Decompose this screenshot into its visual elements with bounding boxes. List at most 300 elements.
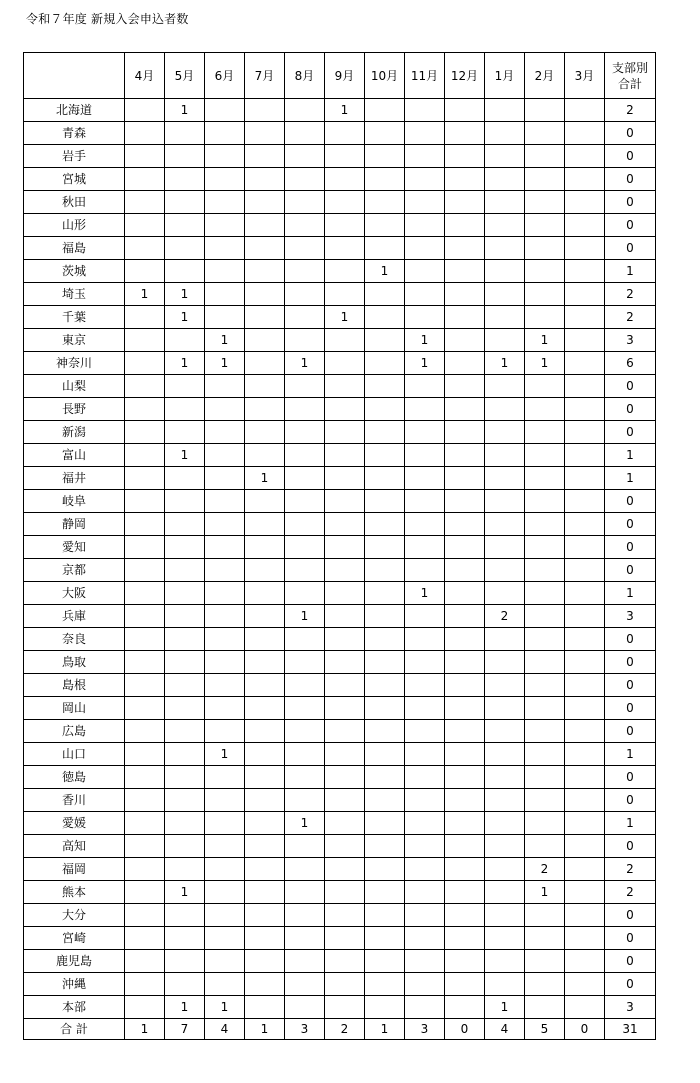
month-count: [405, 651, 445, 674]
month-count: [245, 306, 285, 329]
grand-total-label: 合 計: [24, 1019, 125, 1040]
month-count: [565, 973, 605, 996]
month-count: [525, 306, 565, 329]
month-count: [565, 168, 605, 191]
month-count: [285, 513, 325, 536]
month-count: 1: [285, 352, 325, 375]
month-count: [205, 191, 245, 214]
grand-total-row: [24, 1019, 656, 1040]
month-count: [165, 375, 205, 398]
month-count: [525, 191, 565, 214]
month-count: [405, 812, 445, 835]
month-count: [325, 720, 365, 743]
month-count: [165, 191, 205, 214]
month-count: [565, 996, 605, 1019]
month-count: [405, 421, 445, 444]
month-count: [245, 628, 285, 651]
month-count: [405, 467, 445, 490]
month-count: [165, 605, 205, 628]
table-row: [24, 306, 656, 329]
month-count: [325, 283, 365, 306]
branch-name: 埼玉: [24, 283, 125, 306]
branch-name: 宮城: [24, 168, 125, 191]
month-count: [325, 835, 365, 858]
month-count: 1: [125, 283, 165, 306]
month-count: [405, 191, 445, 214]
month-count: [445, 283, 485, 306]
branch-total: 0: [605, 835, 656, 858]
month-total: 0: [445, 1019, 485, 1040]
month-count: [245, 789, 285, 812]
branch-total: 2: [605, 881, 656, 904]
month-count: [325, 237, 365, 260]
month-count: [365, 99, 405, 122]
month-count: 1: [325, 306, 365, 329]
month-count: [245, 559, 285, 582]
month-count: [245, 421, 285, 444]
month-count: [445, 122, 485, 145]
month-count: [445, 145, 485, 168]
month-count: [205, 628, 245, 651]
month-count: [245, 260, 285, 283]
month-count: [445, 444, 485, 467]
branch-name: 福岡: [24, 858, 125, 881]
month-count: [485, 720, 525, 743]
month-count: [525, 904, 565, 927]
month-count: [125, 904, 165, 927]
month-count: [365, 513, 405, 536]
header-month: 5月: [165, 53, 205, 99]
month-count: [405, 697, 445, 720]
month-count: [565, 812, 605, 835]
month-count: [245, 283, 285, 306]
month-count: [245, 973, 285, 996]
month-count: [565, 513, 605, 536]
branch-total: 3: [605, 329, 656, 352]
month-count: [125, 168, 165, 191]
month-count: [445, 398, 485, 421]
table-row: [24, 329, 656, 352]
branch-name: 福井: [24, 467, 125, 490]
month-count: [525, 237, 565, 260]
branch-name: 福島: [24, 237, 125, 260]
month-count: [485, 536, 525, 559]
month-count: [325, 697, 365, 720]
month-count: [365, 283, 405, 306]
month-count: [285, 950, 325, 973]
branch-name: 大分: [24, 904, 125, 927]
month-count: [125, 651, 165, 674]
branch-name: 熊本: [24, 881, 125, 904]
month-count: [405, 858, 445, 881]
month-count: [445, 490, 485, 513]
month-count: [125, 628, 165, 651]
month-total: 4: [485, 1019, 525, 1040]
month-count: 2: [485, 605, 525, 628]
month-count: [125, 881, 165, 904]
month-count: [445, 329, 485, 352]
branch-total: 0: [605, 513, 656, 536]
month-count: [445, 996, 485, 1019]
month-count: [125, 467, 165, 490]
month-count: [245, 674, 285, 697]
month-count: [325, 973, 365, 996]
month-count: [245, 191, 285, 214]
month-count: [365, 973, 405, 996]
branch-total: 1: [605, 260, 656, 283]
month-count: [165, 467, 205, 490]
month-count: [245, 582, 285, 605]
month-count: [485, 306, 525, 329]
month-count: [245, 996, 285, 1019]
month-count: [125, 306, 165, 329]
month-count: [165, 398, 205, 421]
branch-total: 2: [605, 306, 656, 329]
month-count: [125, 513, 165, 536]
month-count: [445, 720, 485, 743]
month-count: [405, 375, 445, 398]
branch-name: 山形: [24, 214, 125, 237]
header-month: 3月: [565, 53, 605, 99]
month-count: [165, 697, 205, 720]
month-count: [245, 766, 285, 789]
month-count: [325, 858, 365, 881]
month-count: [525, 467, 565, 490]
month-count: [365, 904, 405, 927]
month-count: [205, 559, 245, 582]
month-count: [205, 145, 245, 168]
month-count: [565, 743, 605, 766]
header-row: [24, 53, 656, 99]
month-count: [405, 674, 445, 697]
header-month: 8月: [285, 53, 325, 99]
month-count: [365, 651, 405, 674]
branch-name: 新潟: [24, 421, 125, 444]
table-row: [24, 789, 656, 812]
month-count: [285, 697, 325, 720]
branch-name: 奈良: [24, 628, 125, 651]
month-count: [405, 260, 445, 283]
month-count: [205, 835, 245, 858]
branch-name: 岐阜: [24, 490, 125, 513]
month-count: [165, 145, 205, 168]
month-count: [285, 743, 325, 766]
month-count: [485, 237, 525, 260]
month-count: [245, 927, 285, 950]
month-count: [325, 536, 365, 559]
month-count: [125, 260, 165, 283]
month-count: [325, 881, 365, 904]
month-count: [445, 904, 485, 927]
month-count: [365, 582, 405, 605]
month-count: [525, 812, 565, 835]
month-count: [485, 467, 525, 490]
month-count: [565, 559, 605, 582]
branch-total: 2: [605, 99, 656, 122]
month-count: [445, 513, 485, 536]
table-row: [24, 605, 656, 628]
month-count: [405, 122, 445, 145]
month-count: [405, 398, 445, 421]
table-row: [24, 490, 656, 513]
month-count: [485, 743, 525, 766]
month-count: 1: [165, 352, 205, 375]
month-count: [365, 835, 405, 858]
branch-total: 0: [605, 628, 656, 651]
branch-name: 静岡: [24, 513, 125, 536]
month-count: [285, 168, 325, 191]
month-count: [485, 789, 525, 812]
month-count: [365, 628, 405, 651]
table-row: [24, 260, 656, 283]
month-count: [525, 950, 565, 973]
branch-name: 宮崎: [24, 927, 125, 950]
month-count: [125, 444, 165, 467]
month-count: [205, 789, 245, 812]
month-count: [445, 789, 485, 812]
month-count: [245, 352, 285, 375]
month-count: [565, 697, 605, 720]
month-count: [285, 237, 325, 260]
month-count: [325, 168, 365, 191]
table-row: [24, 973, 656, 996]
month-count: [405, 444, 445, 467]
month-count: [125, 766, 165, 789]
month-count: [525, 766, 565, 789]
month-count: [285, 904, 325, 927]
month-count: [365, 375, 405, 398]
month-count: [125, 812, 165, 835]
month-count: [205, 720, 245, 743]
month-total: 3: [405, 1019, 445, 1040]
month-count: [365, 398, 405, 421]
month-count: [245, 375, 285, 398]
branch-total: 0: [605, 214, 656, 237]
table-row: [24, 168, 656, 191]
month-count: [245, 398, 285, 421]
month-count: [485, 375, 525, 398]
month-count: [445, 375, 485, 398]
table-row: [24, 743, 656, 766]
month-count: [565, 99, 605, 122]
month-count: [205, 375, 245, 398]
month-count: [565, 582, 605, 605]
table-row: [24, 674, 656, 697]
table-row: [24, 904, 656, 927]
month-count: [285, 122, 325, 145]
month-count: [365, 858, 405, 881]
month-count: [245, 168, 285, 191]
month-count: [365, 329, 405, 352]
month-count: [205, 513, 245, 536]
month-count: [325, 375, 365, 398]
month-count: [565, 467, 605, 490]
month-total: 4: [205, 1019, 245, 1040]
month-count: [245, 720, 285, 743]
header-month: 6月: [205, 53, 245, 99]
header-corner: [24, 53, 125, 99]
month-count: [285, 973, 325, 996]
header-branch-total-line2: 合計: [617, 76, 642, 91]
header-month: 11月: [405, 53, 445, 99]
branch-total: 1: [605, 467, 656, 490]
month-count: [205, 766, 245, 789]
month-count: [325, 513, 365, 536]
month-count: [165, 122, 205, 145]
month-count: [165, 168, 205, 191]
month-count: 1: [405, 352, 445, 375]
month-count: [165, 559, 205, 582]
month-count: 1: [165, 283, 205, 306]
month-count: [525, 973, 565, 996]
month-count: [405, 904, 445, 927]
month-count: [525, 582, 565, 605]
month-count: [205, 99, 245, 122]
month-count: [325, 950, 365, 973]
month-count: [565, 122, 605, 145]
month-count: [525, 444, 565, 467]
month-count: [365, 145, 405, 168]
month-count: [125, 237, 165, 260]
month-count: [285, 674, 325, 697]
month-count: [205, 283, 245, 306]
month-count: [565, 398, 605, 421]
month-count: [525, 720, 565, 743]
month-count: [205, 536, 245, 559]
month-count: [205, 122, 245, 145]
month-count: [245, 858, 285, 881]
month-count: [125, 927, 165, 950]
month-count: [205, 237, 245, 260]
table-row: [24, 352, 656, 375]
month-count: [325, 904, 365, 927]
month-count: [325, 582, 365, 605]
table-row: [24, 421, 656, 444]
month-count: [565, 237, 605, 260]
month-count: [125, 973, 165, 996]
branch-total: 0: [605, 674, 656, 697]
month-count: [445, 766, 485, 789]
month-count: [245, 513, 285, 536]
month-count: [445, 743, 485, 766]
month-count: [165, 927, 205, 950]
header-month: 10月: [365, 53, 405, 99]
month-count: [565, 858, 605, 881]
month-count: [405, 789, 445, 812]
branch-total: 3: [605, 996, 656, 1019]
month-count: [325, 674, 365, 697]
month-count: [165, 490, 205, 513]
month-count: [485, 490, 525, 513]
month-count: [125, 191, 165, 214]
month-count: [365, 812, 405, 835]
month-count: [285, 490, 325, 513]
month-count: [285, 582, 325, 605]
month-count: [245, 605, 285, 628]
month-count: [365, 927, 405, 950]
membership-table: [23, 52, 656, 1040]
branch-total: 0: [605, 559, 656, 582]
branch-total: 0: [605, 536, 656, 559]
table-body: [24, 99, 656, 1040]
month-total: 1: [365, 1019, 405, 1040]
month-count: [405, 99, 445, 122]
month-count: 1: [365, 260, 405, 283]
month-total: 0: [565, 1019, 605, 1040]
table-row: [24, 214, 656, 237]
month-count: [405, 306, 445, 329]
month-count: [205, 812, 245, 835]
month-count: [525, 513, 565, 536]
month-count: 1: [525, 352, 565, 375]
month-count: [125, 743, 165, 766]
month-count: [485, 835, 525, 858]
month-count: [125, 214, 165, 237]
month-count: [245, 329, 285, 352]
month-count: 1: [485, 352, 525, 375]
month-count: [285, 720, 325, 743]
month-count: [565, 605, 605, 628]
month-count: [125, 789, 165, 812]
month-count: [445, 352, 485, 375]
month-count: [285, 467, 325, 490]
table-row: [24, 996, 656, 1019]
month-total: 2: [325, 1019, 365, 1040]
month-count: [365, 950, 405, 973]
month-count: [285, 835, 325, 858]
month-count: [125, 398, 165, 421]
month-count: [365, 697, 405, 720]
month-count: [205, 973, 245, 996]
table-row: [24, 835, 656, 858]
branch-total: 0: [605, 927, 656, 950]
branch-name: 香川: [24, 789, 125, 812]
month-count: [285, 306, 325, 329]
branch-total: 1: [605, 444, 656, 467]
month-count: [485, 191, 525, 214]
month-count: [165, 214, 205, 237]
page-title: 令和７年度 新規入会申込者数: [26, 12, 189, 26]
month-count: [525, 674, 565, 697]
month-count: [125, 996, 165, 1019]
month-count: [125, 835, 165, 858]
month-count: [445, 536, 485, 559]
month-count: [245, 490, 285, 513]
branch-name: 茨城: [24, 260, 125, 283]
month-count: [245, 835, 285, 858]
month-count: [485, 881, 525, 904]
month-count: [165, 835, 205, 858]
month-count: [565, 904, 605, 927]
month-count: [125, 536, 165, 559]
month-count: [485, 651, 525, 674]
month-count: [445, 99, 485, 122]
month-count: 1: [205, 743, 245, 766]
month-count: [245, 950, 285, 973]
month-count: [445, 628, 485, 651]
table-row: [24, 858, 656, 881]
month-count: [325, 421, 365, 444]
month-count: [325, 352, 365, 375]
table-row: [24, 720, 656, 743]
month-count: [405, 927, 445, 950]
table-row: [24, 766, 656, 789]
table-row: [24, 99, 656, 122]
month-count: [565, 927, 605, 950]
month-count: [405, 283, 445, 306]
branch-name: 島根: [24, 674, 125, 697]
header-branch-total-line1: 支部別: [611, 60, 648, 75]
